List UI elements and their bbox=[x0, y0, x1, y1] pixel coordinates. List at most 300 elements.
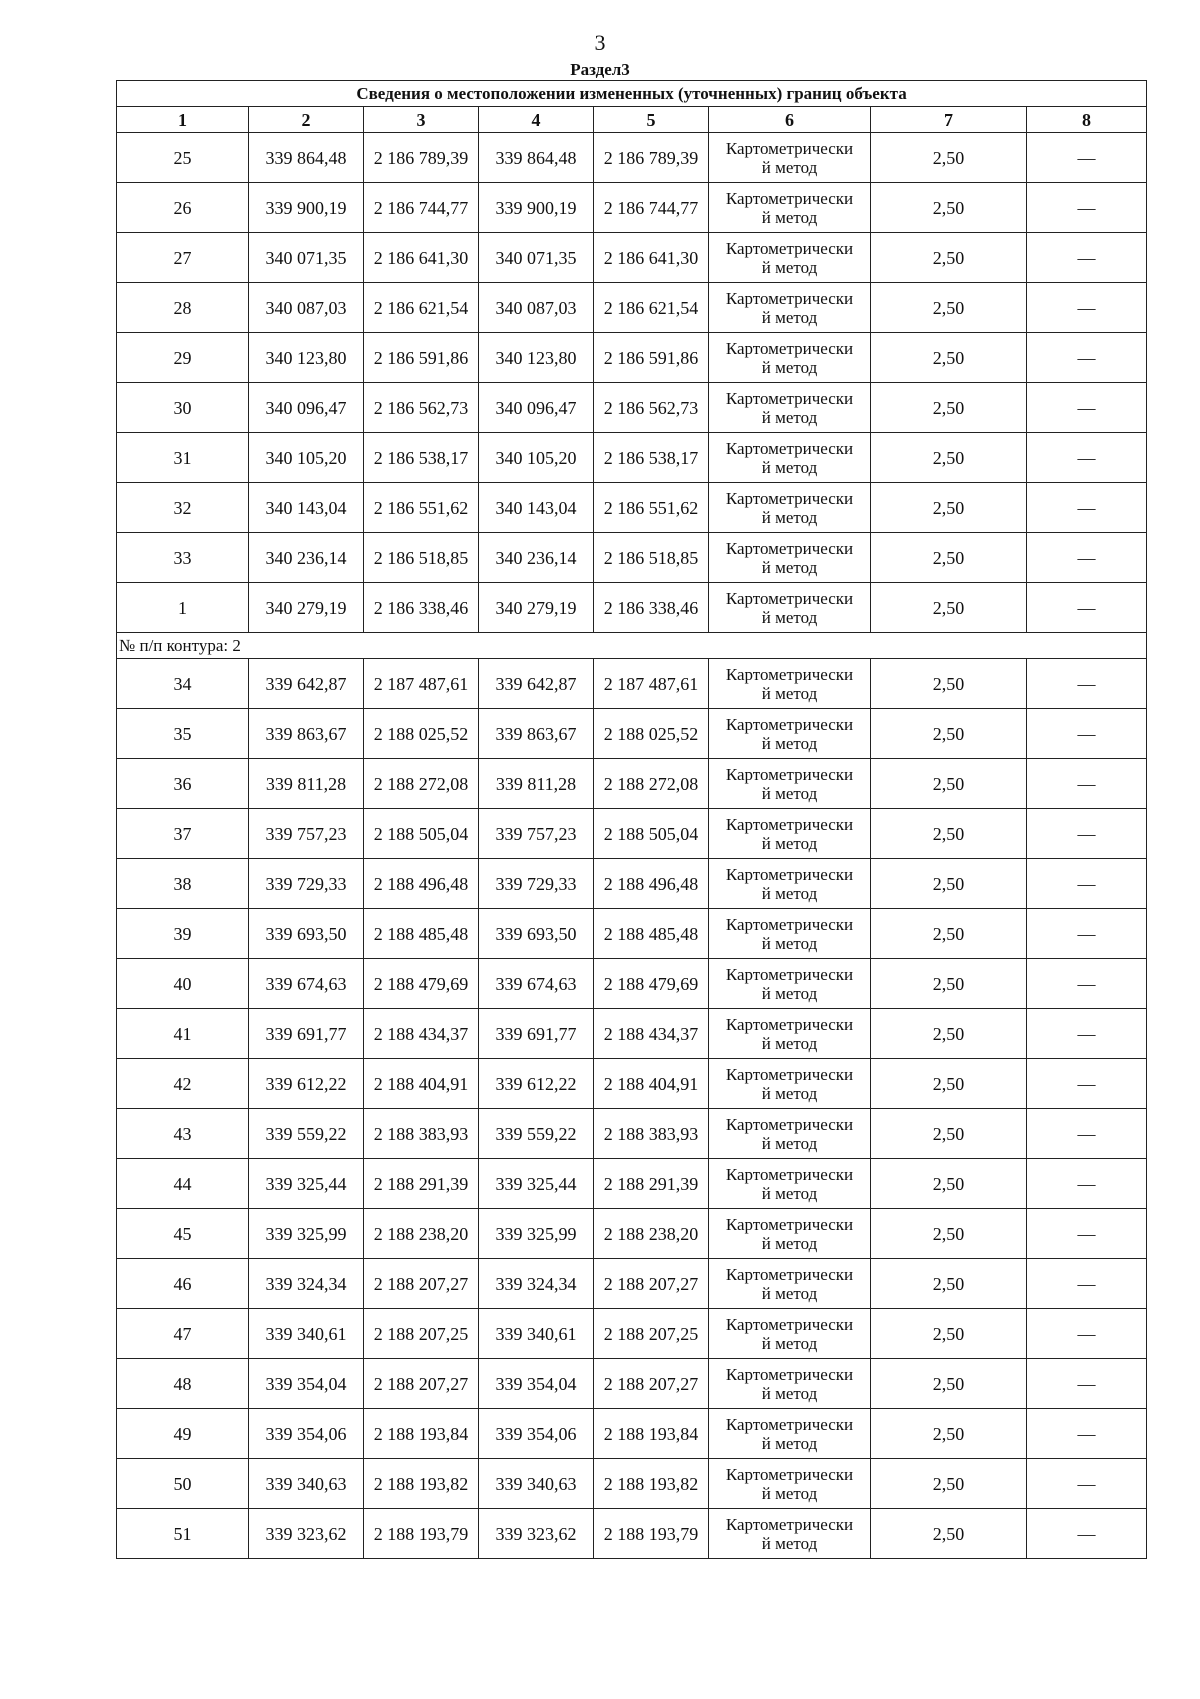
table-row bbox=[117, 1059, 1147, 1109]
existing-y-cell: 2 188 207,27 bbox=[364, 1359, 479, 1409]
table-row bbox=[117, 333, 1147, 383]
accuracy-cell: 2,50 bbox=[871, 1259, 1027, 1309]
section-title: Раздел3 bbox=[570, 60, 630, 79]
accuracy-cell: 2,50 bbox=[871, 659, 1027, 709]
new-x-cell: 340 096,47 bbox=[479, 383, 594, 433]
new-y-cell: 2 188 025,52 bbox=[594, 709, 709, 759]
new-y-cell: 2 188 404,91 bbox=[594, 1059, 709, 1109]
new-y-cell: 2 186 591,86 bbox=[594, 333, 709, 383]
method-cell bbox=[709, 533, 871, 583]
method-line-1: Картометрически bbox=[725, 138, 854, 158]
accuracy-cell: 2,50 bbox=[871, 959, 1027, 1009]
existing-y-cell: 2 188 238,20 bbox=[364, 1209, 479, 1259]
existing-x-cell: 340 123,80 bbox=[249, 333, 364, 383]
table-row bbox=[117, 483, 1147, 533]
accuracy-cell: 2,50 bbox=[871, 183, 1027, 233]
point-number-cell: 44 bbox=[117, 1159, 249, 1209]
method-line-1: Картометрически bbox=[725, 964, 854, 984]
method-line-1: Картометрически bbox=[725, 238, 854, 258]
method-cell bbox=[709, 909, 871, 959]
method-line-1: Картометрически bbox=[725, 1314, 854, 1334]
table-row bbox=[117, 1009, 1147, 1059]
method-line-1: Картометрически bbox=[725, 664, 854, 684]
extra-cell: — bbox=[1027, 1259, 1147, 1309]
point-number-cell: 37 bbox=[117, 809, 249, 859]
method-cell bbox=[709, 383, 871, 433]
method-cell bbox=[709, 433, 871, 483]
table-caption: Сведения о местоположении измененных (уточненных) границ объекта bbox=[117, 81, 1147, 107]
point-number-cell: 48 bbox=[117, 1359, 249, 1409]
column-number-3: 3 bbox=[364, 107, 479, 133]
method-cell bbox=[709, 133, 871, 183]
extra-cell: — bbox=[1027, 759, 1147, 809]
new-x-cell: 339 559,22 bbox=[479, 1109, 594, 1159]
accuracy-cell: 2,50 bbox=[871, 383, 1027, 433]
point-number-cell: 33 bbox=[117, 533, 249, 583]
existing-y-cell: 2 188 272,08 bbox=[364, 759, 479, 809]
table-row bbox=[117, 1259, 1147, 1309]
method-cell bbox=[709, 759, 871, 809]
existing-x-cell: 339 324,34 bbox=[249, 1259, 364, 1309]
existing-x-cell: 340 096,47 bbox=[249, 383, 364, 433]
method-line-2: й метод bbox=[761, 983, 818, 1003]
method-cell bbox=[709, 333, 871, 383]
table-row bbox=[117, 533, 1147, 583]
new-y-cell: 2 188 193,82 bbox=[594, 1459, 709, 1509]
existing-y-cell: 2 188 404,91 bbox=[364, 1059, 479, 1109]
table-caption-row bbox=[117, 81, 1147, 107]
existing-x-cell: 340 236,14 bbox=[249, 533, 364, 583]
extra-cell: — bbox=[1027, 809, 1147, 859]
existing-x-cell: 339 354,04 bbox=[249, 1359, 364, 1409]
column-number-6: 6 bbox=[709, 107, 871, 133]
existing-y-cell: 2 188 025,52 bbox=[364, 709, 479, 759]
existing-y-cell: 2 188 479,69 bbox=[364, 959, 479, 1009]
method-line-2: й метод bbox=[761, 357, 818, 377]
extra-cell: — bbox=[1027, 959, 1147, 1009]
accuracy-cell: 2,50 bbox=[871, 1309, 1027, 1359]
new-y-cell: 2 187 487,61 bbox=[594, 659, 709, 709]
new-y-cell: 2 188 207,27 bbox=[594, 1359, 709, 1409]
method-line-1: Картометрически bbox=[725, 588, 854, 608]
extra-cell: — bbox=[1027, 859, 1147, 909]
extra-cell: — bbox=[1027, 1359, 1147, 1409]
method-line-2: й метод bbox=[761, 683, 818, 703]
method-cell bbox=[709, 283, 871, 333]
method-line-2: й метод bbox=[761, 1133, 818, 1153]
method-line-1: Картометрически bbox=[725, 538, 854, 558]
method-line-1: Картометрически bbox=[725, 1464, 854, 1484]
new-y-cell: 2 188 496,48 bbox=[594, 859, 709, 909]
column-number-5: 5 bbox=[594, 107, 709, 133]
point-number-cell: 36 bbox=[117, 759, 249, 809]
accuracy-cell: 2,50 bbox=[871, 233, 1027, 283]
existing-y-cell: 2 186 538,17 bbox=[364, 433, 479, 483]
method-line-1: Картометрически bbox=[725, 1014, 854, 1034]
method-line-2: й метод bbox=[761, 1533, 818, 1553]
point-number-cell: 40 bbox=[117, 959, 249, 1009]
existing-x-cell: 339 340,61 bbox=[249, 1309, 364, 1359]
method-line-1: Картометрически bbox=[725, 388, 854, 408]
new-y-cell: 2 188 207,27 bbox=[594, 1259, 709, 1309]
accuracy-cell: 2,50 bbox=[871, 583, 1027, 633]
existing-x-cell: 339 691,77 bbox=[249, 1009, 364, 1059]
method-cell bbox=[709, 183, 871, 233]
extra-cell: — bbox=[1027, 1159, 1147, 1209]
method-cell bbox=[709, 1309, 871, 1359]
method-line-1: Картометрически bbox=[725, 914, 854, 934]
extra-cell: — bbox=[1027, 659, 1147, 709]
method-line-2: й метод bbox=[761, 207, 818, 227]
accuracy-cell: 2,50 bbox=[871, 1009, 1027, 1059]
point-number-cell: 38 bbox=[117, 859, 249, 909]
accuracy-cell: 2,50 bbox=[871, 533, 1027, 583]
existing-y-cell: 2 188 207,27 bbox=[364, 1259, 479, 1309]
existing-y-cell: 2 186 789,39 bbox=[364, 133, 479, 183]
existing-y-cell: 2 188 383,93 bbox=[364, 1109, 479, 1159]
accuracy-cell: 2,50 bbox=[871, 709, 1027, 759]
point-number-cell: 46 bbox=[117, 1259, 249, 1309]
method-cell bbox=[709, 959, 871, 1009]
method-line-1: Картометрически bbox=[725, 438, 854, 458]
existing-y-cell: 2 186 621,54 bbox=[364, 283, 479, 333]
method-cell bbox=[709, 1009, 871, 1059]
contour-row bbox=[117, 633, 1147, 659]
method-cell bbox=[709, 1359, 871, 1409]
existing-x-cell: 339 757,23 bbox=[249, 809, 364, 859]
new-x-cell: 339 864,48 bbox=[479, 133, 594, 183]
method-line-1: Картометрически bbox=[725, 1414, 854, 1434]
existing-y-cell: 2 188 505,04 bbox=[364, 809, 479, 859]
new-y-cell: 2 186 562,73 bbox=[594, 383, 709, 433]
new-y-cell: 2 188 505,04 bbox=[594, 809, 709, 859]
existing-x-cell: 339 325,99 bbox=[249, 1209, 364, 1259]
existing-y-cell: 2 188 291,39 bbox=[364, 1159, 479, 1209]
point-number-cell: 25 bbox=[117, 133, 249, 183]
point-number-cell: 41 bbox=[117, 1009, 249, 1059]
new-x-cell: 339 900,19 bbox=[479, 183, 594, 233]
extra-cell: — bbox=[1027, 183, 1147, 233]
method-cell bbox=[709, 1259, 871, 1309]
accuracy-cell: 2,50 bbox=[871, 283, 1027, 333]
existing-y-cell: 2 188 496,48 bbox=[364, 859, 479, 909]
method-line-2: й метод bbox=[761, 307, 818, 327]
new-y-cell: 2 186 538,17 bbox=[594, 433, 709, 483]
new-y-cell: 2 186 338,46 bbox=[594, 583, 709, 633]
method-cell bbox=[709, 709, 871, 759]
column-number-4: 4 bbox=[479, 107, 594, 133]
accuracy-cell: 2,50 bbox=[871, 433, 1027, 483]
existing-y-cell: 2 187 487,61 bbox=[364, 659, 479, 709]
method-line-2: й метод bbox=[761, 407, 818, 427]
method-line-2: й метод bbox=[761, 1083, 818, 1103]
extra-cell: — bbox=[1027, 1409, 1147, 1459]
method-line-1: Картометрически bbox=[725, 1164, 854, 1184]
method-cell bbox=[709, 483, 871, 533]
method-cell bbox=[709, 809, 871, 859]
new-x-cell: 340 087,03 bbox=[479, 283, 594, 333]
new-y-cell: 2 186 518,85 bbox=[594, 533, 709, 583]
new-y-cell: 2 188 193,84 bbox=[594, 1409, 709, 1459]
table-row bbox=[117, 1359, 1147, 1409]
table-row bbox=[117, 1109, 1147, 1159]
accuracy-cell: 2,50 bbox=[871, 1459, 1027, 1509]
extra-cell: — bbox=[1027, 383, 1147, 433]
new-x-cell: 339 693,50 bbox=[479, 909, 594, 959]
table-row bbox=[117, 859, 1147, 909]
point-number-cell: 31 bbox=[117, 433, 249, 483]
accuracy-cell: 2,50 bbox=[871, 133, 1027, 183]
existing-x-cell: 339 612,22 bbox=[249, 1059, 364, 1109]
new-y-cell: 2 186 551,62 bbox=[594, 483, 709, 533]
point-number-cell: 34 bbox=[117, 659, 249, 709]
point-number-cell: 28 bbox=[117, 283, 249, 333]
new-x-cell: 340 105,20 bbox=[479, 433, 594, 483]
accuracy-cell: 2,50 bbox=[871, 483, 1027, 533]
table-row bbox=[117, 759, 1147, 809]
existing-x-cell: 339 864,48 bbox=[249, 133, 364, 183]
existing-x-cell: 340 071,35 bbox=[249, 233, 364, 283]
method-line-1: Картометрически bbox=[725, 1364, 854, 1384]
column-number-2: 2 bbox=[249, 107, 364, 133]
table-row bbox=[117, 909, 1147, 959]
extra-cell: — bbox=[1027, 1209, 1147, 1259]
extra-cell: — bbox=[1027, 909, 1147, 959]
existing-x-cell: 339 863,67 bbox=[249, 709, 364, 759]
new-x-cell: 339 340,63 bbox=[479, 1459, 594, 1509]
method-cell bbox=[709, 1159, 871, 1209]
table-row bbox=[117, 959, 1147, 1009]
table-row bbox=[117, 1409, 1147, 1459]
existing-y-cell: 2 188 207,25 bbox=[364, 1309, 479, 1359]
point-number-cell: 29 bbox=[117, 333, 249, 383]
new-x-cell: 339 642,87 bbox=[479, 659, 594, 709]
table-row bbox=[117, 709, 1147, 759]
extra-cell: — bbox=[1027, 283, 1147, 333]
new-y-cell: 2 186 621,54 bbox=[594, 283, 709, 333]
method-line-2: й метод bbox=[761, 733, 818, 753]
method-line-1: Картометрически bbox=[725, 188, 854, 208]
table-row bbox=[117, 1509, 1147, 1559]
method-line-2: й метод bbox=[761, 883, 818, 903]
new-x-cell: 339 325,99 bbox=[479, 1209, 594, 1259]
method-line-2: й метод bbox=[761, 1333, 818, 1353]
accuracy-cell: 2,50 bbox=[871, 909, 1027, 959]
column-number-row bbox=[117, 107, 1147, 133]
point-number-cell: 47 bbox=[117, 1309, 249, 1359]
new-y-cell: 2 186 641,30 bbox=[594, 233, 709, 283]
table-row bbox=[117, 583, 1147, 633]
accuracy-cell: 2,50 bbox=[871, 759, 1027, 809]
existing-y-cell: 2 186 518,85 bbox=[364, 533, 479, 583]
extra-cell: — bbox=[1027, 1109, 1147, 1159]
table-row bbox=[117, 1209, 1147, 1259]
extra-cell: — bbox=[1027, 1509, 1147, 1559]
method-line-2: й метод bbox=[761, 933, 818, 953]
new-x-cell: 339 863,67 bbox=[479, 709, 594, 759]
point-number-cell: 30 bbox=[117, 383, 249, 433]
point-number-cell: 51 bbox=[117, 1509, 249, 1559]
new-y-cell: 2 188 383,93 bbox=[594, 1109, 709, 1159]
point-number-cell: 27 bbox=[117, 233, 249, 283]
accuracy-cell: 2,50 bbox=[871, 1409, 1027, 1459]
method-line-1: Картометрически bbox=[725, 488, 854, 508]
new-y-cell: 2 188 238,20 bbox=[594, 1209, 709, 1259]
new-y-cell: 2 188 207,25 bbox=[594, 1309, 709, 1359]
existing-x-cell: 339 674,63 bbox=[249, 959, 364, 1009]
method-line-1: Картометрически bbox=[725, 1514, 854, 1534]
existing-y-cell: 2 188 193,79 bbox=[364, 1509, 479, 1559]
method-cell bbox=[709, 1109, 871, 1159]
accuracy-cell: 2,50 bbox=[871, 1209, 1027, 1259]
method-line-2: й метод bbox=[761, 783, 818, 803]
column-number-7: 7 bbox=[871, 107, 1027, 133]
existing-x-cell: 339 642,87 bbox=[249, 659, 364, 709]
method-line-2: й метод bbox=[761, 507, 818, 527]
existing-y-cell: 2 188 434,37 bbox=[364, 1009, 479, 1059]
method-line-1: Картометрически bbox=[725, 714, 854, 734]
existing-x-cell: 339 729,33 bbox=[249, 859, 364, 909]
new-x-cell: 340 143,04 bbox=[479, 483, 594, 533]
method-line-1: Картометрически bbox=[725, 814, 854, 834]
existing-x-cell: 339 693,50 bbox=[249, 909, 364, 959]
existing-y-cell: 2 186 338,46 bbox=[364, 583, 479, 633]
new-y-cell: 2 188 193,79 bbox=[594, 1509, 709, 1559]
point-number-cell: 43 bbox=[117, 1109, 249, 1159]
accuracy-cell: 2,50 bbox=[871, 1359, 1027, 1409]
point-number-cell: 26 bbox=[117, 183, 249, 233]
new-y-cell: 2 188 434,37 bbox=[594, 1009, 709, 1059]
new-x-cell: 339 354,04 bbox=[479, 1359, 594, 1409]
table-row bbox=[117, 183, 1147, 233]
method-line-1: Картометрически bbox=[725, 338, 854, 358]
extra-cell: — bbox=[1027, 533, 1147, 583]
extra-cell: — bbox=[1027, 133, 1147, 183]
extra-cell: — bbox=[1027, 1309, 1147, 1359]
method-line-2: й метод bbox=[761, 157, 818, 177]
extra-cell: — bbox=[1027, 233, 1147, 283]
existing-y-cell: 2 188 485,48 bbox=[364, 909, 479, 959]
method-line-1: Картометрически bbox=[725, 764, 854, 784]
method-line-2: й метод bbox=[761, 833, 818, 853]
existing-x-cell: 340 143,04 bbox=[249, 483, 364, 533]
existing-y-cell: 2 186 641,30 bbox=[364, 233, 479, 283]
extra-cell: — bbox=[1027, 433, 1147, 483]
method-line-2: й метод bbox=[761, 1233, 818, 1253]
new-x-cell: 340 123,80 bbox=[479, 333, 594, 383]
column-number-8: 8 bbox=[1027, 107, 1147, 133]
method-cell bbox=[709, 859, 871, 909]
method-cell bbox=[709, 659, 871, 709]
new-y-cell: 2 188 485,48 bbox=[594, 909, 709, 959]
new-y-cell: 2 186 789,39 bbox=[594, 133, 709, 183]
point-number-cell: 49 bbox=[117, 1409, 249, 1459]
table-row bbox=[117, 283, 1147, 333]
new-x-cell: 340 279,19 bbox=[479, 583, 594, 633]
extra-cell: — bbox=[1027, 1459, 1147, 1509]
point-number-cell: 42 bbox=[117, 1059, 249, 1109]
method-line-2: й метод bbox=[761, 1433, 818, 1453]
extra-cell: — bbox=[1027, 709, 1147, 759]
method-line-2: й метод bbox=[761, 457, 818, 477]
accuracy-cell: 2,50 bbox=[871, 1109, 1027, 1159]
page-number: 3 bbox=[594, 30, 606, 55]
accuracy-cell: 2,50 bbox=[871, 809, 1027, 859]
existing-y-cell: 2 186 591,86 bbox=[364, 333, 479, 383]
existing-x-cell: 339 325,44 bbox=[249, 1159, 364, 1209]
new-y-cell: 2 188 291,39 bbox=[594, 1159, 709, 1209]
existing-y-cell: 2 186 562,73 bbox=[364, 383, 479, 433]
accuracy-cell: 2,50 bbox=[871, 1159, 1027, 1209]
extra-cell: — bbox=[1027, 333, 1147, 383]
accuracy-cell: 2,50 bbox=[871, 1509, 1027, 1559]
method-line-2: й метод bbox=[761, 1033, 818, 1053]
accuracy-cell: 2,50 bbox=[871, 333, 1027, 383]
existing-x-cell: 339 900,19 bbox=[249, 183, 364, 233]
new-x-cell: 339 354,06 bbox=[479, 1409, 594, 1459]
existing-y-cell: 2 186 744,77 bbox=[364, 183, 479, 233]
new-x-cell: 339 323,62 bbox=[479, 1509, 594, 1559]
point-number-cell: 35 bbox=[117, 709, 249, 759]
existing-y-cell: 2 186 551,62 bbox=[364, 483, 479, 533]
extra-cell: — bbox=[1027, 1059, 1147, 1109]
point-number-cell: 32 bbox=[117, 483, 249, 533]
table-row bbox=[117, 433, 1147, 483]
new-x-cell: 339 811,28 bbox=[479, 759, 594, 809]
existing-x-cell: 340 087,03 bbox=[249, 283, 364, 333]
method-line-2: й метод bbox=[761, 607, 818, 627]
table-row bbox=[117, 809, 1147, 859]
extra-cell: — bbox=[1027, 1009, 1147, 1059]
existing-x-cell: 340 105,20 bbox=[249, 433, 364, 483]
new-x-cell: 339 691,77 bbox=[479, 1009, 594, 1059]
method-cell bbox=[709, 1509, 871, 1559]
method-line-1: Картометрически bbox=[725, 288, 854, 308]
table-row bbox=[117, 233, 1147, 283]
column-number-1: 1 bbox=[117, 107, 249, 133]
existing-x-cell: 339 340,63 bbox=[249, 1459, 364, 1509]
method-cell bbox=[709, 1409, 871, 1459]
table-row bbox=[117, 659, 1147, 709]
accuracy-cell: 2,50 bbox=[871, 859, 1027, 909]
method-line-1: Картометрически bbox=[725, 864, 854, 884]
table-row bbox=[117, 383, 1147, 433]
table-row bbox=[117, 133, 1147, 183]
existing-x-cell: 339 354,06 bbox=[249, 1409, 364, 1459]
table-body bbox=[117, 133, 1147, 1559]
method-line-2: й метод bbox=[761, 1283, 818, 1303]
point-number-cell: 1 bbox=[117, 583, 249, 633]
new-y-cell: 2 186 744,77 bbox=[594, 183, 709, 233]
new-y-cell: 2 188 272,08 bbox=[594, 759, 709, 809]
new-x-cell: 340 071,35 bbox=[479, 233, 594, 283]
table-row bbox=[117, 1159, 1147, 1209]
method-line-1: Картометрически bbox=[725, 1064, 854, 1084]
table-row bbox=[117, 1459, 1147, 1509]
new-x-cell: 339 674,63 bbox=[479, 959, 594, 1009]
point-number-cell: 39 bbox=[117, 909, 249, 959]
method-line-2: й метод bbox=[761, 1183, 818, 1203]
method-line-2: й метод bbox=[761, 557, 818, 577]
new-x-cell: 339 325,44 bbox=[479, 1159, 594, 1209]
new-x-cell: 339 757,23 bbox=[479, 809, 594, 859]
point-number-cell: 50 bbox=[117, 1459, 249, 1509]
method-cell bbox=[709, 233, 871, 283]
point-number-cell: 45 bbox=[117, 1209, 249, 1259]
existing-y-cell: 2 188 193,84 bbox=[364, 1409, 479, 1459]
extra-cell: — bbox=[1027, 483, 1147, 533]
existing-x-cell: 339 811,28 bbox=[249, 759, 364, 809]
